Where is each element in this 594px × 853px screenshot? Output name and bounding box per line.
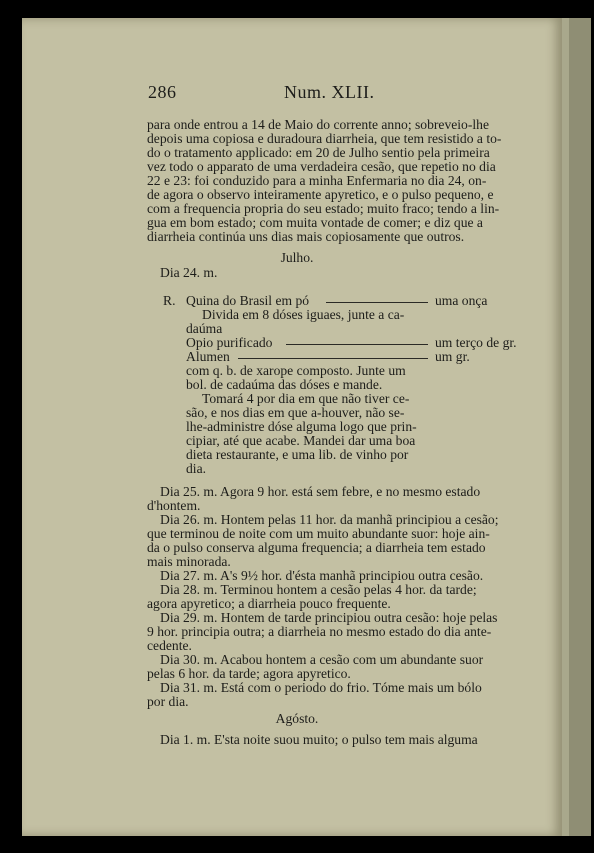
month-heading: Julho.	[280, 250, 314, 265]
text-line: com a frequencia propria do seu estado; muito fraco; tendo a lin-	[147, 201, 500, 216]
recipe-line: daúma	[186, 321, 223, 336]
dash-leader	[286, 344, 428, 345]
text-line: 22 e 23: foi conduzido para a minha Enfermaria no dia 24, on-	[147, 173, 487, 188]
text-line: 9 hor. principia outra; a diarrheia no mesmo estado do dia ante-	[147, 624, 492, 639]
dash-leader	[326, 302, 428, 303]
recipe-line: Quina do Brasil em pó	[186, 293, 310, 308]
text-line: pelas 6 hor. da tarde; agora apyretico.	[147, 666, 351, 681]
page-title: Num. XLII.	[284, 82, 375, 102]
recipe-line: Tomará 4 por dia em que não tiver ce-	[202, 391, 410, 406]
recipe-label: R.	[163, 293, 176, 308]
dash-leader	[238, 358, 428, 359]
text-line: por dia.	[147, 694, 189, 709]
text-line: vez todo o apparato de uma verdadeira cesão, que repetio no dia	[147, 159, 496, 174]
recipe-line: cipiar, até que acabe. Mandei dar uma boa	[186, 433, 416, 448]
day-entry: Dia 25. m. Agora 9 hor. está sem febre, e no mesmo estado	[160, 484, 481, 499]
recipe-line: Alumen	[186, 349, 230, 364]
day-entry: Dia 1. m. E'sta noite suou muito; o pulso tem mais alguma	[160, 732, 478, 747]
page-number: 286	[148, 82, 177, 102]
text-line: da o pulso conserva alguma frequencia; a diarrheia tem estado	[147, 540, 486, 555]
recipe-dose: uma onça	[435, 293, 488, 308]
recipe-line: são, e nos dias em que a-houver, não se-	[186, 405, 405, 420]
text-line: que terminou de noite com um muito abundante suor: hoje ain-	[147, 526, 490, 541]
recipe-line: dia.	[186, 461, 207, 476]
day-entry: Dia 30. m. Acabou hontem a cesão com um abundante suor	[160, 652, 484, 667]
text-line: agora apyretico; a diarrheia pouco frequente.	[147, 596, 391, 611]
day-entry: Dia 26. m. Hontem pelas 11 hor. da manhã principiou a cesão;	[160, 512, 499, 527]
day-entry: Dia 28. m. Terminou hontem a cesão pelas 4 hor. da tarde;	[160, 582, 477, 597]
recipe-dose: um terço de gr.	[435, 335, 517, 350]
recipe-line: com q. b. de xarope composto. Junte um	[186, 363, 406, 378]
text-line: diarrheia continúa uns dias mais copiosamente que outros.	[147, 229, 465, 244]
month-heading: Agósto.	[275, 711, 319, 726]
text-line: cedente.	[147, 638, 192, 653]
text-line: do o tratamento applicado: em 20 de Julho sentio pela primeira	[147, 145, 490, 160]
recipe-line: Divida em 8 dóses iguaes, junte a ca-	[202, 307, 405, 322]
recipe-line: dieta restaurante, e uma lib. de vinho por	[186, 447, 409, 462]
text-line: d'hontem.	[147, 498, 201, 513]
recipe-line: Opio purificado	[186, 335, 273, 350]
day-entry: Dia 24. m.	[160, 265, 218, 280]
day-entry: Dia 29. m. Hontem de tarde principiou outra cesão: hoje pelas	[160, 610, 498, 625]
day-entry: Dia 31. m. Está com o periodo do frio. Tóme mais um bólo	[160, 680, 482, 695]
day-entry: Dia 27. m. A's 9½ hor. d'ésta manhã principiou outra cesão.	[160, 568, 484, 583]
text-line: de agora o observo inteiramente apyretico, e o pulso pequeno, e	[147, 187, 494, 202]
text-line: mais minorada.	[147, 554, 231, 569]
recipe-line: lhe-administre dóse alguma logo que prin-	[186, 419, 417, 434]
recipe-line: bol. de cadaúma das dóses e mande.	[186, 377, 383, 392]
text-line: gua em bom estado; com muita vontade de comer; e diz que a	[147, 215, 483, 230]
text-line: para onde entrou a 14 de Maio do corrente anno; sobreveio-lhe	[147, 117, 489, 132]
text-line: depois uma copiosa e duradoura diarrheia, que tem resistido a to-	[147, 131, 502, 146]
recipe-dose: um gr.	[435, 349, 470, 364]
